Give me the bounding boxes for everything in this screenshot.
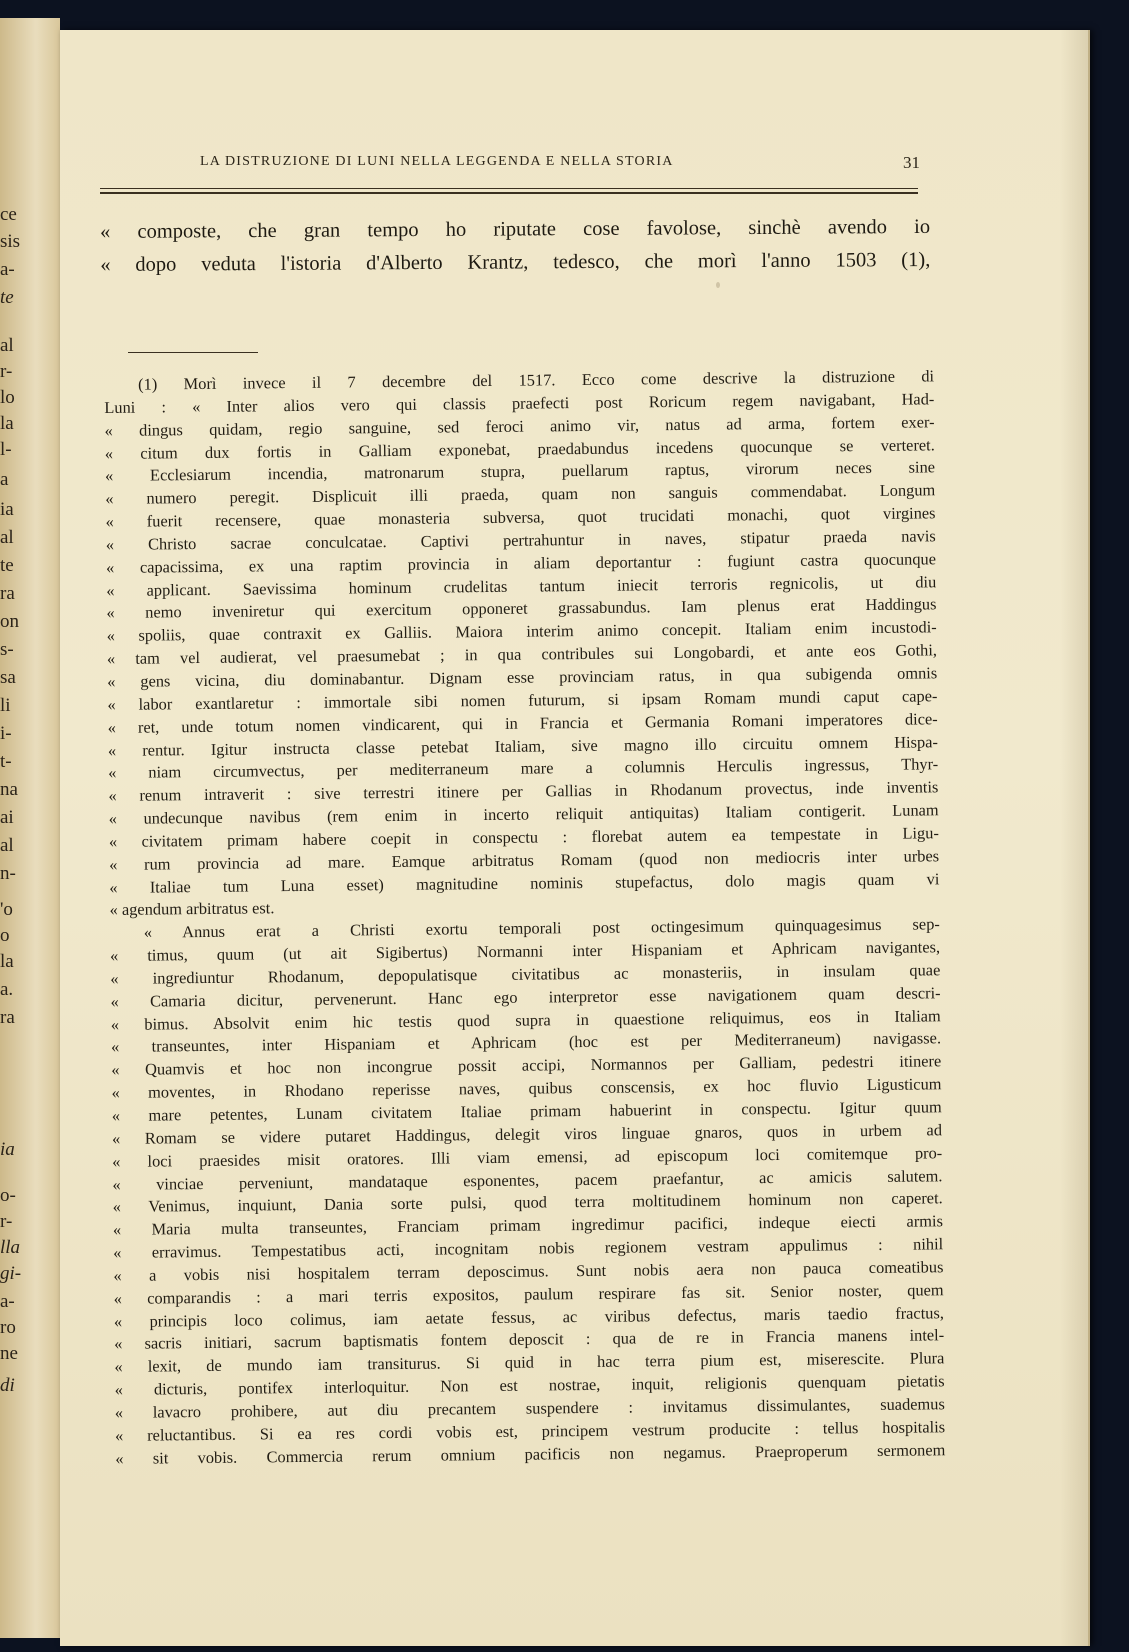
previous-page-fragment: lla — [0, 1237, 21, 1258]
previous-page-fragment: a. — [0, 979, 14, 1000]
footnote-line: « niam circumvectus, per mediterraneum mare a columnis Herculis ingressus, Thyr- — [108, 754, 939, 783]
running-title: LA DISTRUZIONE DI LUNI NELLA LEGGENDA E NELLA STORIA — [200, 154, 674, 169]
footnote-line: « rum provincia ad mare. Eamque arbitratus Romam (quod non mediocris inter urbes — [109, 846, 940, 874]
footnote-line: « timus, quum (ut ait Sigibertus) Normanni inter Hispaniam et Aphricam navigantes, — [109, 937, 941, 966]
previous-page-fragment: la — [0, 413, 14, 434]
footnote-line: « lavacro prohibere, aut diu precantem suspendere : invitamus dissimulantes, suademus — [114, 1394, 945, 1422]
previous-page-fragment: ia — [0, 1139, 15, 1160]
footnote-line: (1) Morì invece il 7 decembre del 1517. Ecco come descrive la distruzione di — [138, 366, 935, 394]
previous-page-fragment: i- — [0, 723, 12, 744]
footnote-line: « dicturis, pontifex interloquitur. Non est nostrae, inquit, religionis quenquam pietatis — [114, 1371, 945, 1400]
previous-page-fragment: ro — [0, 1317, 16, 1338]
previous-page-fragment: on — [0, 611, 19, 632]
footnote-line: « principis loco colimus, iam aetate fessus, ac viribus defectus, maris taedio fractus, — [113, 1302, 944, 1331]
footnote-line: « spoliis, quae contraxit ex Galliis. Maiora interim animo concepit. Italiam enim incustodi- — [106, 617, 937, 646]
running-header — [200, 154, 920, 174]
footnote-line: « sit vobis. Commercia rerum omnium pacificis non negamus. Praeproperum sermonem — [115, 1439, 946, 1468]
footnote-line: « nemo inveniretur qui exercitum opponeret grassabundus. Iam plenus erat Haddingus — [106, 594, 937, 623]
body-line: « composte, che gran tempo ho riputate cose favolose, sinchè avendo io — [100, 215, 931, 243]
footnote-line: « numero peregit. Displicuit illi praeda, quam non sanguis commendabat. Longum — [105, 480, 936, 509]
body-line: « dopo veduta l'istoria d'Alberto Krantz, tedesco, che morì l'anno 1503 (1), — [100, 248, 931, 276]
footnote-line: « transeuntes, inter Hispaniam et Aphricam (hoc est per Mediterraneum) navigasse. — [110, 1028, 942, 1057]
footnote-line: « gens vicina, diu dominabantur. Dignam esse provinciam ratus, in qua subigenda omnis — [107, 663, 938, 691]
footnote-line: « vinciae perveniunt, mandataque esponentes, pacem praefantur, ac amicis salutem. — [112, 1165, 943, 1194]
previous-page-fragment: al — [0, 835, 14, 856]
footnote-line: « applicant. Saevissima hominum crudelitas tantum iniecit terroris regnicolis, ut diu — [106, 571, 937, 600]
footnote-line: « Quamvis et hoc non incongrue possit accipi, Normannos per Galliam, pedestri itinere — [111, 1051, 942, 1080]
previous-page-fragment: al — [0, 335, 14, 356]
main-text — [100, 211, 930, 282]
previous-page-fragment: ia — [0, 499, 14, 520]
footnote-line: « Romam se videre putaret Haddingus, delegit viros linguae gnaros, quos in urbem ad — [111, 1120, 943, 1148]
previous-page-fragment: a- — [0, 1291, 15, 1312]
previous-page-fragment: la — [0, 951, 14, 972]
footnote-line: « mare petentes, Lunam civitatem Italiae primam habuerint in conspectu. Igitur quum — [111, 1097, 942, 1125]
footnote-line: « dingus quidam, regio sanguine, sed feroci animo vir, natus ad arma, fortem exer- — [104, 411, 935, 440]
previous-page-fragment: te — [0, 555, 14, 576]
previous-page-fragment: ne — [0, 1343, 18, 1364]
previous-page-fragment: s- — [0, 639, 14, 660]
footnote-line: Luni : « Inter alios vero qui classis praefecti post Roricum regem navigabant, Had- — [104, 389, 935, 417]
footnote-line: « rentur. Igitur instructa classe petebat Italiam, sive magno illo circuitu omnem Hispa- — [107, 731, 938, 760]
previous-page-fragment: n- — [0, 863, 16, 884]
previous-page-fragment: di — [0, 1375, 15, 1396]
previous-page-fragment: r- — [0, 361, 13, 382]
footnote-line: « Annus erat a Christi exortu temporali post octingesimum quinquagesimus sep- — [143, 914, 940, 942]
previous-page-fragment: lo — [0, 387, 15, 408]
footnote-line: « reluctantibus. Si ea res cordi vobis est, principem vestrum producite : tellus hospitalis — [115, 1417, 946, 1445]
footnote-line: « Venimus, inquiunt, Dania sorte pulsi, quod terra moltitudinem hominum non caperet. — [112, 1188, 943, 1217]
footnote-line: « ingrediuntur Rhodanum, depopulatisque civitatibus ac monasteriis, in insulam quae — [110, 960, 941, 988]
previous-page-fragment: gi- — [0, 1263, 22, 1284]
page-number: 31 — [903, 153, 920, 172]
previous-page-fragment: 'o — [0, 899, 13, 920]
previous-page-fragment: na — [0, 779, 18, 800]
footnote-line: « fuerit recensere, quae monasteria subversa, quot trucidati monachi, quot virgines — [105, 503, 936, 532]
previous-page-fragment: sis — [0, 231, 21, 252]
footnote-separator — [128, 352, 258, 353]
footnote-line: « agendum arbitratus est. — [109, 898, 275, 920]
previous-page-fragment: ce — [0, 204, 17, 225]
footnote-line: « capacissima, ex una raptim provincia in aliam deportantur : fugiunt castra quocunque — [105, 549, 937, 577]
footnote-line: « Ecclesiarum incendia, matronarum stupra, puellarum raptus, virorum neces sine — [104, 457, 936, 486]
footnote-line: « Italiae tum Luna esset) magnitudine nominis stupefactus, dolo magis quam vi — [109, 868, 940, 897]
footnote-line: « bimus. Absolvit enim hic testis quod supra in quaestione reliquimus, eos in Italiam — [110, 1005, 941, 1034]
footnote-line: « civitatem primam habere coepit in conspectu : florebat autem ea tempestate in Ligu- — [108, 823, 939, 851]
footnote-line: « Camaria dicitur, pervenerunt. Hanc ego interpretor esse navigationem quam descri- — [110, 983, 941, 1011]
book-page — [60, 30, 1090, 1646]
previous-page-fragment: a- — [0, 259, 15, 280]
footnote-line: « erravimus. Tempestatibus acti, incognitam nobis regionem vestram appulimus : nihil — [113, 1234, 944, 1263]
previous-page-fragment: ra — [0, 1007, 15, 1028]
previous-page-fragment: sa — [0, 667, 16, 688]
footnote-line: « ret, unde totum nomen vindicarent, qui in Francia et Germania Romani imperatores dice- — [107, 708, 938, 737]
footnote-line: « labor exantlaretur : immortale sibi nomen futurum, si ipsam Romam mundi caput cape- — [107, 686, 938, 714]
previous-page-fragment: li — [0, 695, 11, 716]
previous-page-fragment: t- — [0, 751, 12, 772]
previous-page-fragment: l- — [0, 439, 12, 460]
header-rule-thick — [100, 192, 918, 194]
previous-page-fragment: r- — [0, 1211, 13, 1232]
footnote-line: « comparandis : a mari terris expositos, paulum respirare fas sit. Senior noster, quem — [113, 1280, 944, 1308]
footnote-line: « undecunque navibus (rem enim in incerto reliquit antiquitas) Italiam contigerit. Lunam — [108, 800, 939, 829]
footnote — [104, 365, 945, 1470]
previous-page-fragment: ra — [0, 583, 15, 604]
footnote-line: « loci praesides misit oratores. Illi viam emensi, ad episcopum loci comitemque pro- — [112, 1142, 943, 1171]
previous-page-fragment: te — [0, 287, 14, 308]
footnote-line: « Maria multa transeuntes, Franciam primam ingredimur pacifici, indeque eiecti armis — [112, 1211, 944, 1240]
previous-page-fragment: ai — [0, 807, 14, 828]
previous-page-fragment: a — [0, 469, 9, 490]
header-rule-thin — [100, 188, 918, 189]
footnote-line: « moventes, in Rhodano reperisse naves, quibus conscensis, ex hoc fluvio Ligusticum — [111, 1074, 942, 1103]
ink-spot — [716, 282, 720, 288]
footnote-line: « sacris initiari, sacrum baptismatis fontem deposcit : qua de re in Francia manens intel- — [114, 1325, 945, 1354]
footnote-line: « citum dux fortis in Galliam exponebat, praedabundus incedens quocunque se verteret. — [104, 434, 935, 463]
footnote-line: « Christo sacrae conculcatae. Captivi pertrahuntur in naves, stipatur praeda navis — [105, 526, 936, 554]
footnote-line: « lexit, de mundo iam transiturus. Si quid in hac terra pium est, miserescite. Plura — [114, 1348, 945, 1377]
footnote-line: « renum intraverit : sive terrestri itinere per Gallias in Rhodanum provectus, inde inventis — [108, 777, 939, 806]
previous-page-fragment: o- — [0, 1185, 16, 1206]
previous-page-fragment: al — [0, 527, 14, 548]
footnote-line: « a vobis nisi hospitalem terram deposcimus. Sunt nobis aera non pauca comeatibus — [113, 1257, 944, 1285]
previous-page-fragment: o — [0, 925, 10, 946]
footnote-line: « tam vel audierat, vel praesumebat ; in qua contribules sui Longobardi, et ante eos Gothi, — [106, 640, 938, 669]
